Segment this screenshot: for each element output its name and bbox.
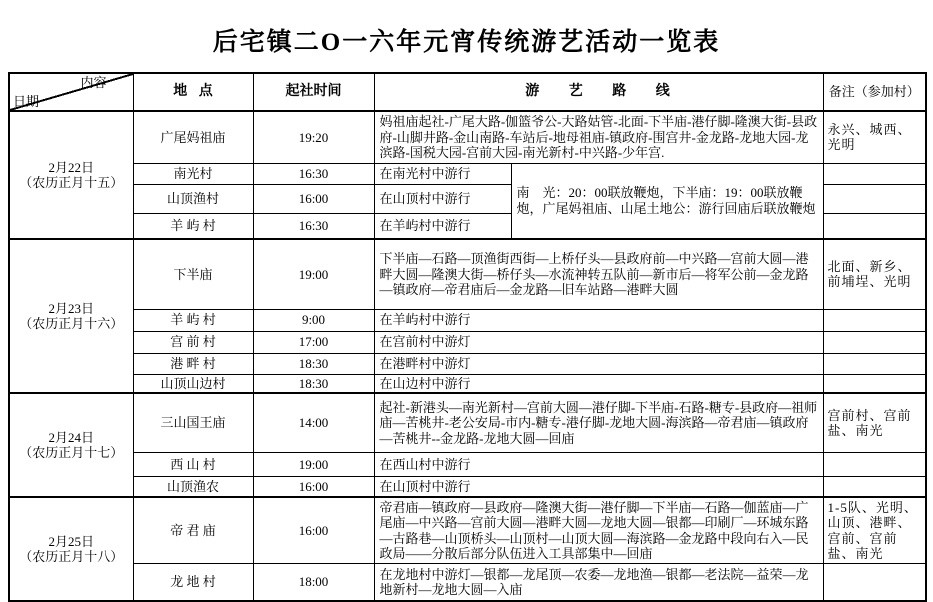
- route-cell: 在羊屿村中游行: [374, 309, 823, 331]
- header-row: [9, 73, 926, 111]
- date-cell: [9, 239, 133, 393]
- route-cell: 起社-新港头—南光新村—宫前大圆—港仔脚-下半庙-石路-糖专-县政府—祖师庙—苦桃井-老公安局-市内-糖专-港仔脚-龙地大圆-海滨路—帝君庙—镇政府—苦桃井--金龙路-龙地大圆—回庙: [374, 393, 823, 453]
- lunar-date-label: （农历正月十六）: [19, 315, 124, 331]
- notes-cell: 宫前村、宫前盐、南光: [823, 393, 926, 453]
- table-row: [9, 163, 926, 184]
- table-row: [9, 353, 926, 374]
- date-label: 2月23日: [48, 300, 94, 316]
- date-label: 2月25日: [48, 533, 94, 549]
- location-cell: 三山国王庙: [133, 393, 253, 453]
- route-cell: 在西山村中游行: [374, 453, 823, 477]
- notes-cell: [823, 184, 926, 213]
- notes-cell: [823, 353, 926, 374]
- location-cell: 南光村: [133, 163, 253, 184]
- table-row: [9, 497, 926, 564]
- lunar-date-label: （农历正月十七）: [19, 444, 124, 460]
- table-row: [9, 309, 926, 331]
- time-cell: 18:30: [253, 353, 374, 374]
- route-cell: 在羊屿村中游行: [374, 213, 511, 239]
- location-cell: 山顶渔村: [133, 184, 253, 213]
- time-cell: 14:00: [253, 393, 374, 453]
- location-cell: 港 畔 村: [133, 353, 253, 374]
- notes-cell: [823, 163, 926, 184]
- route-cell: 在山顶村中游行: [374, 477, 823, 497]
- table-row: [9, 111, 926, 163]
- time-cell: 17:00: [253, 331, 374, 353]
- location-cell: 山顶山边村: [133, 374, 253, 393]
- notes-cell: [823, 453, 926, 477]
- location-cell: 下半庙: [133, 239, 253, 309]
- corner-content-label: 内容: [80, 75, 107, 90]
- location-cell: 羊 屿 村: [133, 309, 253, 331]
- table-row: [9, 453, 926, 477]
- route-cell: 在港畔村中游灯: [374, 353, 823, 374]
- table-row: [9, 374, 926, 393]
- table-row: [9, 331, 926, 353]
- time-cell: 16:00: [253, 497, 374, 564]
- time-cell: 18:00: [253, 564, 374, 601]
- time-cell: 16:00: [253, 477, 374, 497]
- time-cell: 19:00: [253, 239, 374, 309]
- table-row: [9, 564, 926, 601]
- table-row: [9, 393, 926, 453]
- route-cell: 下半庙—石路—顶渔街西街—上桥仔头—县政府前—中兴路—宫前大圆—港畔大圆—隆澳大街—桥仔头—水流神转五队前—新市后—将军公前—金龙路—镇政府—帝君庙后—金龙路—旧车站路—港畔大圆: [374, 239, 823, 309]
- col-header-notes: 备注（参加村）: [823, 73, 926, 111]
- notes-cell: [823, 477, 926, 497]
- route-cell: 帝君庙—镇政府—县政府—隆澳大街—港仔脚—下半庙—石路—伽蓝庙—广尾庙—中兴路—宫前大圆—港畔大圆—龙地大圆—银都—印刷厂—环城东路—古路巷—山顶桥头—山顶村—山顶大圆—海滨路—金龙路中段向右入—民政局——分散后部分队伍进入工具部集中—回庙: [374, 497, 823, 564]
- time-cell: 16:00: [253, 184, 374, 213]
- corner-date-label: 日期: [13, 93, 40, 109]
- route-cell: 在南光村中游行: [374, 163, 511, 184]
- route-cell: 在龙地村中游灯—银都—龙尾顶—农委—龙地渔—银都—老法院—益荣—龙地新村—龙地大圆—入庙: [374, 564, 823, 601]
- time-cell: 19:00: [253, 453, 374, 477]
- time-cell: 9:00: [253, 309, 374, 331]
- location-cell: 宫 前 村: [133, 331, 253, 353]
- page-title: 后宅镇二O一六年元宵传统游艺活动一览表: [212, 29, 721, 56]
- notes-cell: 永兴、城西、光明: [823, 111, 926, 163]
- route-cell: 在山边村中游行: [374, 374, 823, 393]
- notes-cell: [823, 331, 926, 353]
- col-header-time: 起社时间: [253, 73, 374, 111]
- corner-cell: [9, 73, 133, 111]
- route-cell: 在宫前村中游灯: [374, 331, 823, 353]
- time-cell: 16:30: [253, 213, 374, 239]
- notes-cell: [823, 309, 926, 331]
- route-cell: 妈祖庙起社-广尾大路-伽篮爷公-大路姑管-北面-下半庙-港仔脚-隆澳大街-县政府-山脚井路-金山南路-车站后-地母祖庙-镇政府-围宫井-金龙路-龙地大园-龙滨路-国税大园-宫前大园-南光新村-中兴路-少年宫.: [374, 111, 823, 163]
- location-cell: 广尾妈祖庙: [133, 111, 253, 163]
- route-cell: 在山顶村中游行: [374, 184, 511, 213]
- date-label: 2月24日: [48, 429, 94, 445]
- col-header-location: 地 点: [133, 73, 253, 111]
- lunar-date-label: （农历正月十八）: [19, 548, 124, 564]
- notes-cell: [823, 374, 926, 393]
- col-header-route: 游 艺 路 线: [374, 73, 823, 111]
- date-label: 2月22日: [48, 159, 94, 175]
- lunar-date-label: （农历正月十五）: [19, 175, 124, 190]
- table-row: [9, 477, 926, 497]
- location-cell: 帝 君 庙: [133, 497, 253, 564]
- time-cell: 16:30: [253, 163, 374, 184]
- notes-cell: 1-5队、光明、山顶、港畔、宫前、宫前盐、南光: [823, 497, 926, 564]
- time-cell: 18:30: [253, 374, 374, 393]
- date-cell: [9, 393, 133, 497]
- activities-table: [8, 72, 927, 602]
- notes-cell: 北面、新乡、前埔埕、光明: [823, 239, 926, 309]
- location-cell: 山顶渔农: [133, 477, 253, 497]
- notes-cell: [823, 564, 926, 601]
- date-cell: [9, 111, 133, 239]
- location-cell: 龙 地 村: [133, 564, 253, 601]
- table-row: [9, 239, 926, 309]
- location-cell: 羊 屿 村: [133, 213, 253, 239]
- date-cell: [9, 497, 133, 601]
- location-cell: 西 山 村: [133, 453, 253, 477]
- notes-cell: [823, 213, 926, 239]
- shared-remark-cell: 南 光：20：00联放鞭炮，下半庙：19：00联放鞭炮，广尾妈祖庙、山尾土地公：游行回庙后联放鞭炮: [511, 163, 823, 239]
- time-cell: 19:20: [253, 111, 374, 163]
